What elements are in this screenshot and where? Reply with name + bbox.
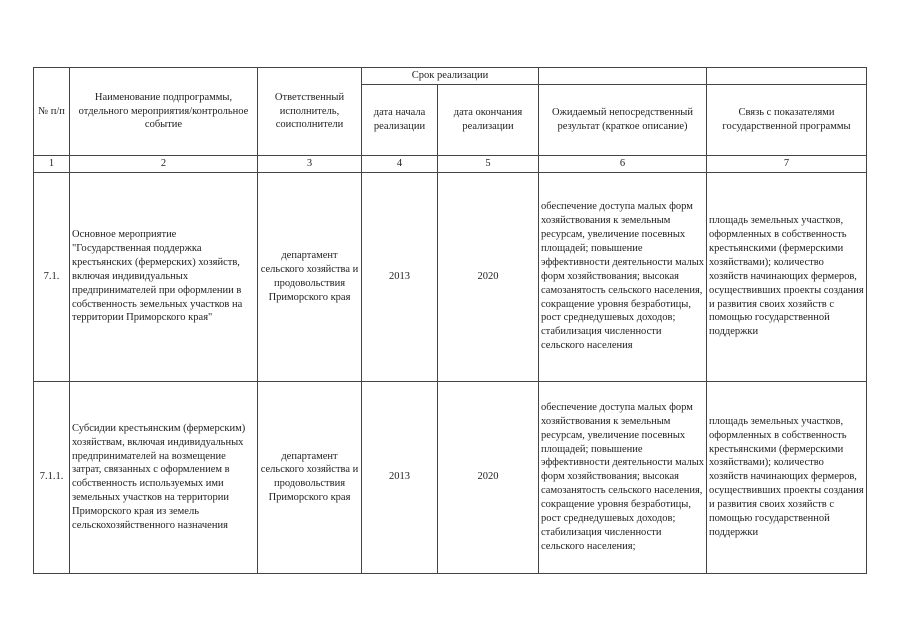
column-number-row (34, 155, 867, 172)
row-end: 2020 (438, 381, 539, 573)
row-num: 7.1. (34, 172, 70, 381)
header-responsible: Ответственный исполнитель, соисполнители (258, 68, 362, 156)
header-result: Ожидаемый непосредственный результат (краткое описание) (539, 84, 707, 155)
header-blank-7 (707, 68, 867, 85)
row-responsible: департамент сельского хозяйства и продовольствия Приморского края (258, 381, 362, 573)
header-start: дата начала реализации (362, 84, 438, 155)
row-end: 2020 (438, 172, 539, 381)
row-start: 2013 (362, 172, 438, 381)
row-responsible: департамент сельского хозяйства и продовольствия Приморского края (258, 172, 362, 381)
row-result: обеспечение доступа малых форм хозяйствования к земельным ресурсам, увеличение посевных площадей; повышение эффективности деятельности малых форм хозяйствования; высокая самозанятость сельского населения, сокращение уровня безработицы, рост среднедушевых доходов; стабилизация численности сельского населения (539, 172, 707, 381)
col-number: 3 (258, 155, 362, 172)
row-num: 7.1.1. (34, 381, 70, 573)
header-name: Наименование подпрограммы, отдельного мероприятия/контрольное событие (70, 68, 258, 156)
header-link: Связь с показателями государственной программы (707, 84, 867, 155)
row-start: 2013 (362, 381, 438, 573)
row-name: Субсидии крестьянским (фермерским) хозяйствам, включая индивидуальных предпринимателей на возмещение затрат, связанных с оформлением в собственность используемых ими земельных участков на территории Приморского края из земель сельскохозяйственного назначения (70, 381, 258, 573)
row-name: Основное мероприятие "Государственная поддержка крестьянских (фермерских) хозяйств, включая индивидуальных предпринимателей при оформлении в собственность земельных участков на территории Приморского края" (70, 172, 258, 381)
col-number: 4 (362, 155, 438, 172)
col-number: 1 (34, 155, 70, 172)
col-number: 6 (539, 155, 707, 172)
col-number: 5 (438, 155, 539, 172)
col-number: 7 (707, 155, 867, 172)
header-period: Срок реализации (362, 68, 539, 85)
table-row (34, 172, 867, 381)
program-table (33, 67, 867, 574)
row-link: площадь земельных участков, оформленных в собственность крестьянскими (фермерскими хозяйствами); количество хозяйств начинающих фермеров, осуществивших проекты создания и развития своих хозяйств с помощью государственной поддержки (707, 381, 867, 573)
col-number: 2 (70, 155, 258, 172)
table-row (34, 381, 867, 573)
row-result: обеспечение доступа малых форм хозяйствования к земельным ресурсам, увеличение посевных площадей; повышение эффективности деятельности малых форм хозяйствования; высокая самозанятость сельского населения, сокращение уровня безработицы, рост среднедушевых доходов; стабилизация численности сельского населения; (539, 381, 707, 573)
header-blank-6 (539, 68, 707, 85)
header-num: № п/п (34, 68, 70, 156)
row-link: площадь земельных участков, оформленных в собственность крестьянскими (фермерскими хозяйствами); количество хозяйств начинающих фермеров, осуществивших проекты создания и развития своих хозяйств с помощью государственной поддержки (707, 172, 867, 381)
header-end: дата окончания реализации (438, 84, 539, 155)
